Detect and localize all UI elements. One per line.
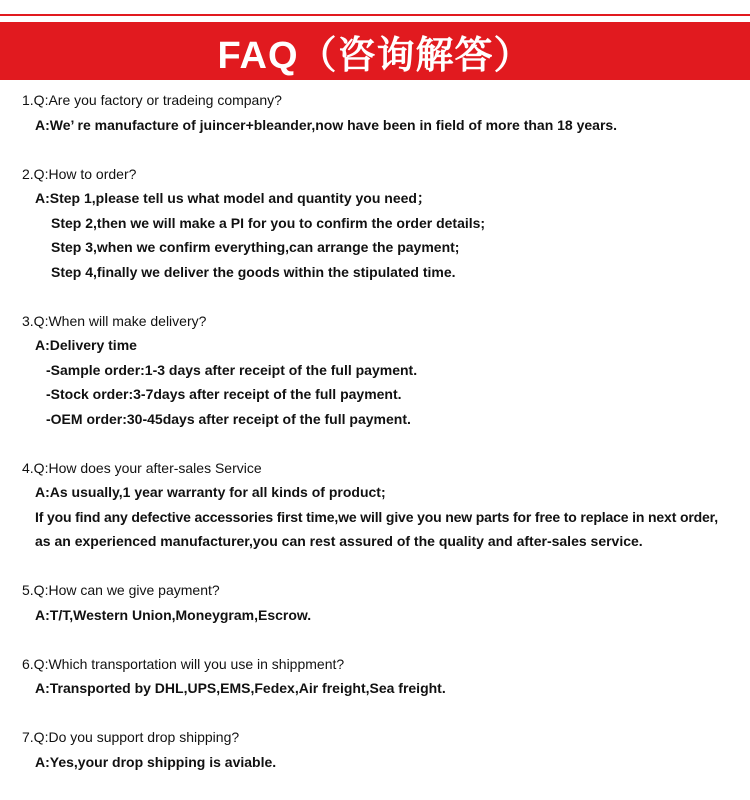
faq-answer-2-line-2: Step 2,then we will make a PI for you to confirm the order details; (51, 215, 486, 231)
faq-answer-6-line-1: A:Transported by DHL,UPS,EMS,Fedex,Air freight,Sea freight. (35, 680, 446, 696)
faq-answer-3-line-3: -Stock order:3-7days after receipt of the full payment. (46, 386, 402, 402)
faq-question-1: 1.Q:Are you factory or tradeing company? (22, 92, 282, 108)
faq-question-6: 6.Q:Which transportation will you use in shippment? (22, 656, 345, 672)
faq-answer-4-line-1: A:As usually,1 year warranty for all kinds of product; (35, 484, 386, 500)
faq-answer-3-line-1: A:Delivery time (35, 337, 137, 353)
page-title: FAQ（咨询解答） (217, 34, 533, 77)
faq-answer-3-line-2: -Sample order:1-3 days after receipt of the full payment. (46, 362, 418, 378)
faq-answer-3-line-4: -OEM order:30-45days after receipt of the full payment. (46, 411, 411, 427)
faq-answer-5-line-1: A:T/T,Western Union,Moneygram,Escrow. (35, 607, 312, 623)
faq-question-2: 2.Q:How to order? (22, 166, 137, 182)
faq-banner (0, 22, 750, 80)
faq-question-5: 5.Q:How can we give payment? (22, 582, 220, 598)
faq-answer-2-line-4: Step 4,finally we deliver the goods within the stipulated time. (51, 264, 456, 280)
faq-answer-2-line-3: Step 3,when we confirm everything,can arrange the payment; (51, 239, 460, 255)
faq-answer-4-line-2: If you find any defective accessories first time,we will give you new parts for free to replace in next order, (35, 509, 718, 525)
faq-answer-2-line-1: A:Step 1,please tell us what model and quantity you need； (35, 190, 431, 206)
top-divider (0, 14, 750, 16)
faq-question-7: 7.Q:Do you support drop shipping? (22, 729, 240, 745)
faq-question-4: 4.Q:How does your after-sales Service (22, 460, 262, 476)
faq-answer-7-line-1: A:Yes,your drop shipping is aviable. (35, 754, 277, 770)
faq-answer-4-line-3: as an experienced manufacturer,you can rest assured of the quality and after-sales service. (35, 533, 643, 549)
faq-question-3: 3.Q:When will make delivery? (22, 313, 207, 329)
faq-answer-1-line-1: A:We’ re manufacture of juincer+bleander,now have been in field of more than 18 years. (35, 117, 618, 133)
